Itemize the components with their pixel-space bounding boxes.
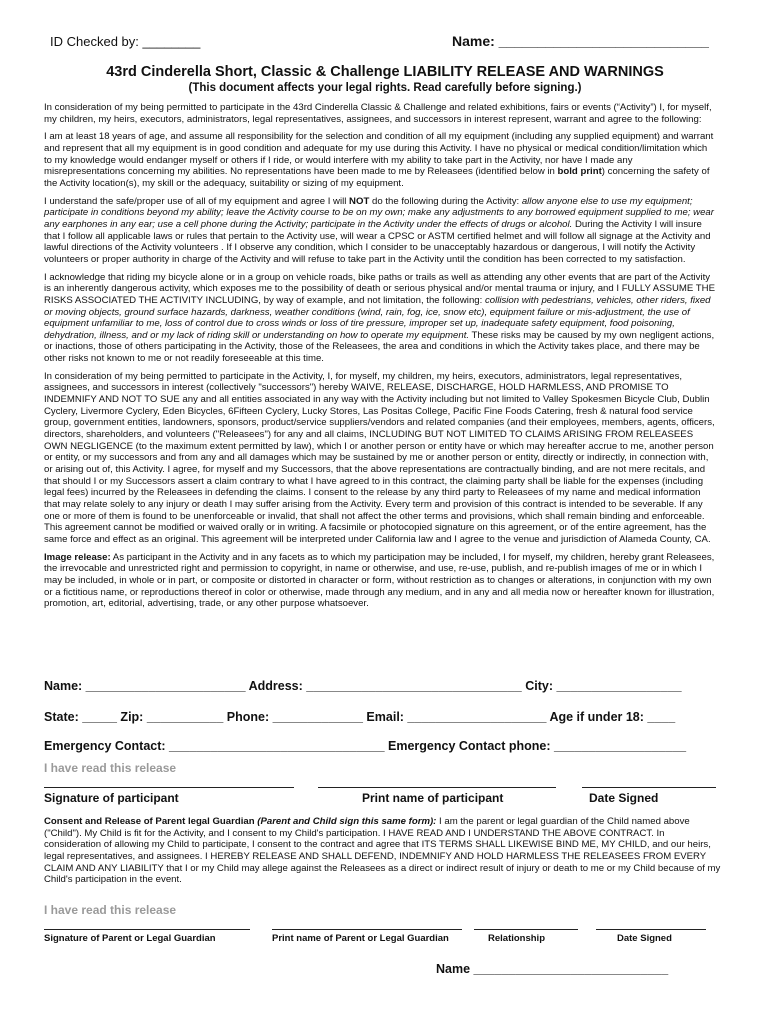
read-release-note: I have read this release xyxy=(44,761,177,775)
guardian-consent xyxy=(44,816,722,886)
paragraph-image-release xyxy=(44,552,716,610)
text: During the Activity I will insure that I follow all applicable laws or rules that pertain to the Activity use, will wear a CPSC or ASTM certified helmet and will follow all signage at the Activity and lawful directions of the Activity volunteers . If I observe any condition, which I consider to be unacceptably hazardous or dangerous, I will notify the Activity volunteers or proper authority in charge of the Activity and will refuse to take part in the Activity until the condition has been corrected to my satisfaction. xyxy=(44,218,711,265)
paragraph-consideration: In consideration of my being permitted to participate in the 43rd Cinderella Classic & Challenge and related exhibitions, fairs or events (“Activity”) I, for myself, my children, my heirs, executors, administrators, legal representatives, assignees, and successors in interest represent, warrant and agree to the following: xyxy=(44,102,712,125)
print-parent-label: Print name of Parent or Legal Guardian xyxy=(272,933,449,944)
signature-parent-label: Signature of Parent or Legal Guardian xyxy=(44,933,216,944)
date-signed-label: Date Signed xyxy=(589,791,659,805)
guardian-date-signed-label: Date Signed xyxy=(617,933,672,944)
bottom-name-field[interactable]: Name ____________________________ xyxy=(436,962,669,976)
guardian-print-line[interactable] xyxy=(272,929,462,930)
consent-text: I am the parent or legal guardian of the Child named above ("Child"). My Child is fit for the Activity, and I consent to my Child's participation. I HAVE READ AND I UNDERSTAND THE ABOVE CONTRACT. In consideration of allowing my Child to participate, I consent to the contract and agree that ITS TERMS SHALL LIKEWISE BIND ME, MY CHILD, and our heirs, legal representatives, and assignees. I HEREBY RELEASE AND SHALL DEFEND, INDEMNIFY AND HOLD HARMLESS THE RELEASEES FROM EVERY CLAIM AND ANY LIABILITY that I or my Child may allege against the Releasees as a direct or indirect result of injury or death to me or my Child because of my Child's participation in the event. xyxy=(44,816,721,886)
document-subtitle: (This document affects your legal rights. Read carefully before signing.) xyxy=(188,82,582,94)
read-release-note-guardian: I have read this release xyxy=(44,903,177,917)
consent-heading: Consent and Release of Parent legal Guardian xyxy=(44,816,258,827)
text: do the following during the Activity: xyxy=(369,195,522,207)
document-title: 43rd Cinderella Short, Classic & Challenge LIABILITY RELEASE AND WARNINGS xyxy=(106,64,664,80)
image-release-heading: Image release: xyxy=(44,551,111,563)
text: I am at least 18 years of age, and assume all responsibility for the selection and condition of all my equipment (including any supplied equipment) and warrant and represent that all my equipment is in good condition and adequate for my use during this Activity. I have no physical or medical condition/limitation which to my knowledge would endanger myself or others if I ride, or would interfere with my ability to take part in the Activity, nor have I made any misrepresentations concerning my abilities. No representations have been made to me by Releasees (identified below in xyxy=(44,131,714,178)
top-name-field[interactable]: Name: ___________________________ xyxy=(452,33,709,49)
document-header xyxy=(40,64,730,94)
prohibited-list: allow anyone else to use my equipment; participate in conditions beyond my ability; leave the Activity course to be on my own; make any adjustments to any borrowed equipment supplied to me; wear any earphones in any ear; use a cell phone during the Activity; participate in the Activity under the effects of drugs or alcohol. xyxy=(44,195,714,230)
participant-info-row-2[interactable]: State: _____ Zip: ___________ Phone: _____________ Email: ____________________ Age if under 18: ____ xyxy=(44,710,676,724)
print-participant-label: Print name of participant xyxy=(362,791,504,805)
relationship-line[interactable] xyxy=(474,929,578,930)
guardian-date-line[interactable] xyxy=(596,929,706,930)
participant-signature-line[interactable] xyxy=(44,787,294,788)
text: I acknowledge that riding my bicycle alone or in a group on vehicle roads, bike paths or trails as well as attending any other events that are part of the Activity is an inherently dangerous activity, which exposes me to the possibility of death or serious physical and/or mental trauma or injury, and I FULLY ASSUME THE RISKS ASSOCIATED THE ACTIVITY INCLUDING, by way of example, and not limitation, the following: xyxy=(44,271,715,306)
guardian-signature-line[interactable] xyxy=(44,929,250,930)
paragraph-risks xyxy=(44,272,716,365)
id-checked-field[interactable]: ID Checked by: ________ xyxy=(50,34,201,49)
participant-date-line[interactable] xyxy=(582,787,716,788)
participant-print-line[interactable] xyxy=(318,787,556,788)
participant-info-row-1[interactable]: Name: _______________________ Address: _______________________________ City: __________________ xyxy=(44,679,682,693)
relationship-label: Relationship xyxy=(488,933,546,944)
text: ) concerning the safety of the Activity location(s), my skill or the adequacy, suitability or sizing of my equipment. xyxy=(44,166,710,189)
bold-print-text: bold print xyxy=(557,166,602,178)
paragraph-proper-use xyxy=(44,196,716,266)
emergency-contact-row[interactable]: Emergency Contact: _______________________________ Emergency Contact phone: ___________________ xyxy=(44,739,687,753)
paragraph-waiver: In consideration of my being permitted to participate in the Activity, I, for myself, my children, my heirs, executors, administrators, legal representatives, assignees, and successors in interest (collectively "successors") hereby WAIVE, RELEASE, DISCHARGE, HOLD HARMLESS, AND PROMISE TO INDEMNIFY AND NOT TO SUE any and all entities associated in any way with the Activity including but not limited to Valley Spokesmen Bicycle Club, Dublin Cyclery, Livermore Cyclery, Eden Bicycles, 6Fifteen Cyclery, Lucky Stores, Las Positas College, Pacific Fine Foods Catering, fresh & natural food service group, government entities, landowners, sponsors, product/service suppliers/vendors and related companies (and their employees, members, agents, officers, directors, shareholders, and volunteers ("Releasees") for any and all claims, INCLUDING BUT NOT LIMITED TO CLAIMS ARISING FROM RELEASEES OWN NEGLIGENCE (to the maximum extent permitted by law), which I or another person or entity have or which may hereafter accrue to me, another person or entity, or my successors and from any and all damages which may be sustained by me or another person or entity, directly or indirectly, in connection with, or arising out of, this Activity. I agree, for myself and my Successors, that the above representations are contractually binding, and are not mere recitals, and that should I or my Successors assert a claim contrary to what I have agreed to in this contract, the claiming party shall be liable for the expenses (including legal fees) incurred by the Releasees in defending the claims. I consent to the release by any third party to Releasees of my name and medical information that may relate solely to any injury or death I may suffer arising from the Activity. Every term and provision of this contract is intended to be severable. If any one or more of them is found to be unenforceable or invalid, that shall not affect the other terms and provisions, which shall remain binding and enforceable. This agreement cannot be modified or waived orally or in writing. A facsimile or photocopied signature on this agreement, or of the entire agreement, has the same force and effect as an original. This agreement will be interpreted under California law and I agree to the venue and jurisdiction of Alameda County, CA. xyxy=(44,370,715,545)
text: As participant in the Activity and in any facets as to which my participation may be included, I for myself, my children, hereby grant Releasees, the irrevocable and unrestricted right and permission to copyright, in name or otherwise, and use, re-use, publish, and re-publish images of me or in which I may be included, in whole or in part, or composite or distorted in character or form, without restriction as to changes or alterations, in conjunction with my own or a fictitious name, or reproductions thereof in color or otherwise, made through any medium, and in any and all media now or hereafter known for illustration, promotion, art, editorial, advertising, trade, or any other purpose whatsoever. xyxy=(44,551,715,610)
paragraph-age-equipment xyxy=(44,131,716,189)
signature-participant-label: Signature of participant xyxy=(44,791,179,805)
consent-instruction: (Parent and Child sign this same form): xyxy=(257,816,437,827)
not-emphasis: NOT xyxy=(349,195,370,207)
text: These risks may be caused by my own negligent actions, or inactions, those of others participating in the Activity, those of the Releasees, the area and conditions in which the Activity takes place, and there may be other risks not known to me or not readily foreseeable at this time. xyxy=(44,329,715,365)
text: I understand the safe/proper use of all of my equipment and agree I will xyxy=(44,195,350,207)
risk-list: collision with pedestrians, vehicles, other riders, fixed or moving objects, ground surface hazards, darkness, weather conditions (wind, rain, fog, ice, snow etc), equipment failure or mis-adjustment, the use of equipment unfamiliar to me, loss of control due to cross winds or loss of tire pressure, improper set up, inadequate safety equipment, food poisoning, dehydration, illness, and or my lack of riding skill or understanding on how to operate my equipment. xyxy=(44,294,711,341)
release-body xyxy=(44,102,716,610)
